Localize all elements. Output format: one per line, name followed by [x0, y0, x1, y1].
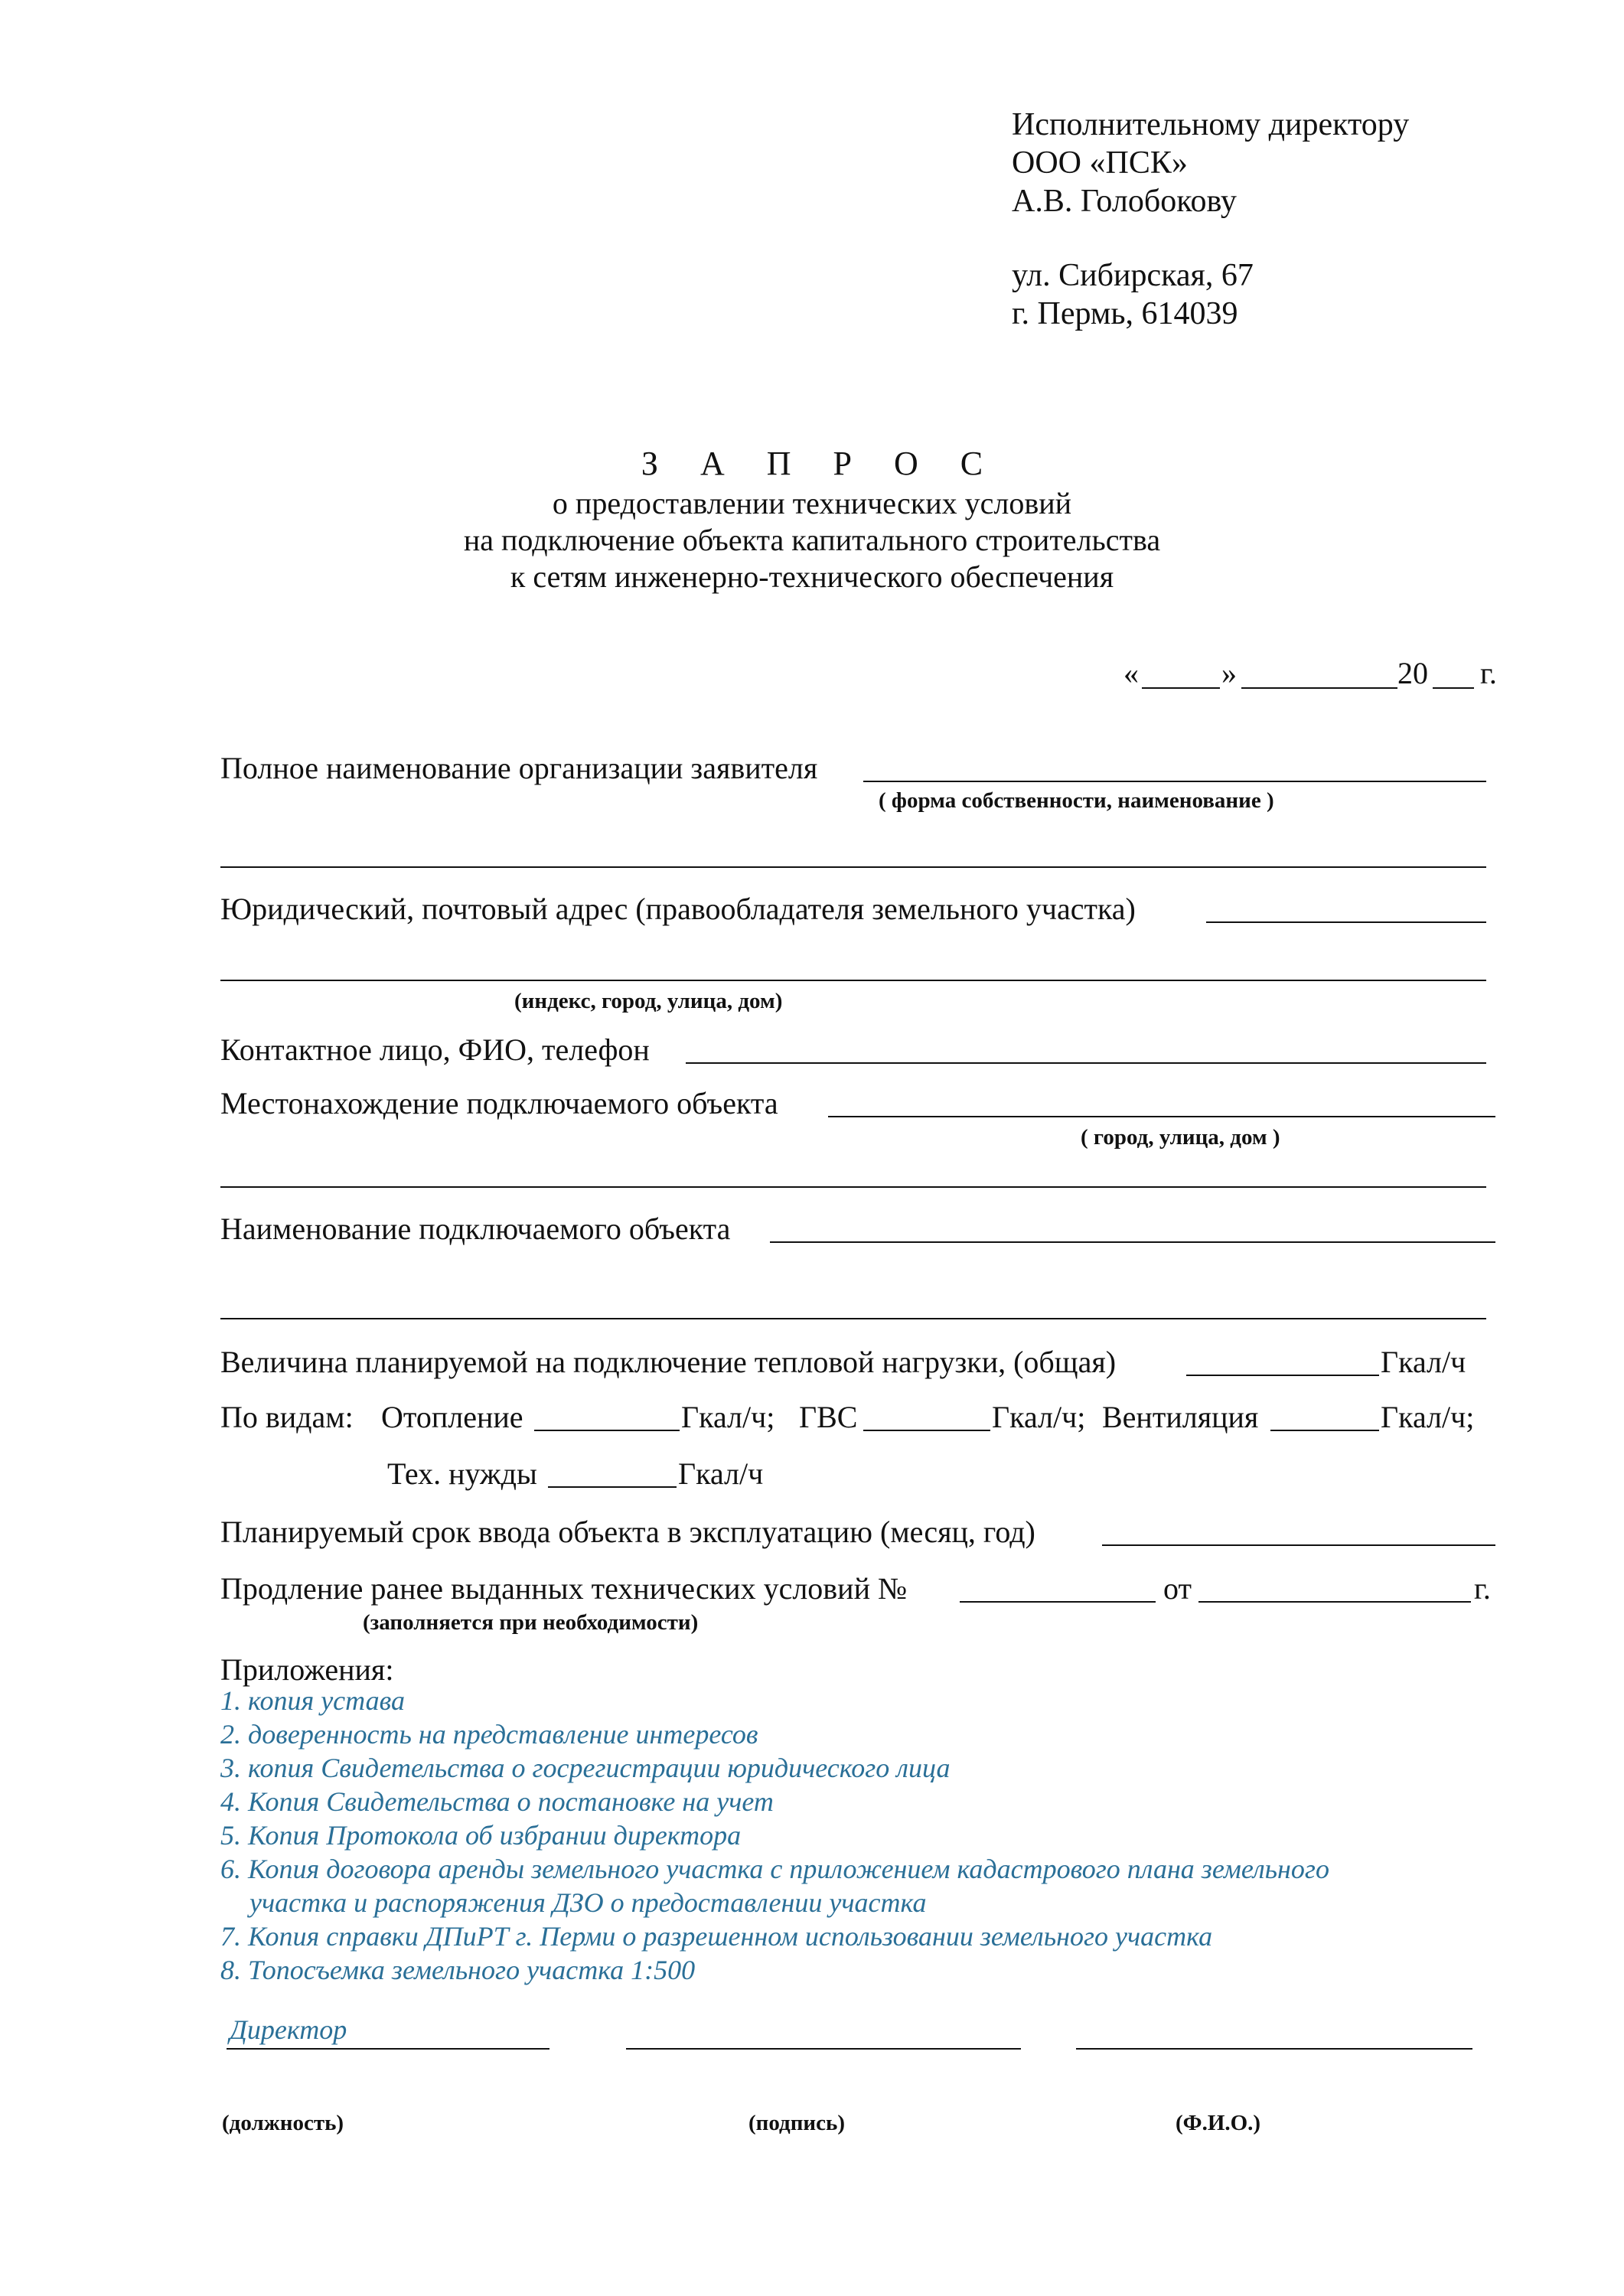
attachment-item: 8. Топосъемка земельного участка 1:500: [220, 1955, 696, 1985]
ventilation-field[interactable]: [1270, 1430, 1379, 1431]
load-total-unit: Гкал/ч: [1381, 1345, 1466, 1379]
by-type-label: По видам:: [220, 1400, 354, 1434]
extension-from-label: от: [1163, 1571, 1192, 1606]
signature-field[interactable]: [626, 2048, 1021, 2050]
date-close-quote: »: [1221, 656, 1237, 690]
commission-date-label: Планируемый срок ввода объекта в эксплуатацию (месяц, год): [220, 1515, 1035, 1549]
addressee-line-3: А.В. Голобокову: [1012, 184, 1237, 219]
contact-field[interactable]: [686, 1062, 1486, 1064]
extension-number-field[interactable]: [960, 1601, 1156, 1603]
position-label: (должность): [222, 2111, 344, 2135]
addressee-line-2: ООО «ПСК»: [1012, 145, 1188, 181]
address-field-line-2[interactable]: [220, 980, 1486, 981]
addressee-line-1: Исполнительному директору: [1012, 107, 1410, 142]
attachments-title: Приложения:: [220, 1652, 394, 1687]
date-year-suffix: г.: [1480, 656, 1497, 690]
location-field[interactable]: [828, 1116, 1495, 1117]
ventilation-label: Вентиляция: [1102, 1400, 1259, 1434]
tech-needs-unit: Гкал/ч: [678, 1456, 764, 1491]
address-label: Юридический, почтовый адрес (правообладателя земельного участка): [220, 892, 1136, 926]
load-total-label: Величина планируемой на подключение тепловой нагрузки, (общая): [220, 1345, 1117, 1379]
tech-needs-label: Тех. нужды: [387, 1456, 537, 1491]
full-name-label: (Ф.И.О.): [1176, 2111, 1261, 2135]
gvs-label: ГВС: [799, 1400, 858, 1434]
org-name-field[interactable]: [863, 781, 1486, 782]
load-total-field[interactable]: [1186, 1375, 1379, 1376]
position-field[interactable]: [227, 2048, 549, 2050]
document-title: З А П Р О С: [641, 445, 1000, 482]
contact-label: Контактное лицо, ФИО, телефон: [220, 1032, 650, 1067]
extension-hint: (заполняется при необходимости): [363, 1610, 699, 1635]
date-year-prefix: 20: [1397, 656, 1428, 690]
heating-unit: Гкал/ч;: [681, 1400, 775, 1434]
attachment-item: 6. Копия договора аренды земельного участка с приложением кадастрового плана земельного: [220, 1854, 1329, 1884]
heating-label: Отопление: [381, 1400, 523, 1434]
heading-subtitle-2: на подключение объекта капитального строительства: [463, 523, 1161, 557]
gvs-unit: Гкал/ч;: [992, 1400, 1086, 1434]
extension-label: Продление ранее выданных технических условий №: [220, 1571, 908, 1606]
signature-label: (подпись): [748, 2111, 845, 2135]
object-name-field[interactable]: [770, 1241, 1495, 1243]
full-name-field[interactable]: [1076, 2048, 1472, 2050]
extension-date-field[interactable]: [1198, 1601, 1471, 1603]
position-value: Директор: [230, 2014, 347, 2045]
attachment-item: 5. Копия Протокола об избрании директора: [220, 1820, 742, 1851]
commission-date-field[interactable]: [1102, 1544, 1495, 1546]
date-day-field[interactable]: [1142, 687, 1220, 689]
attachment-item: 7. Копия справки ДПиРТ г. Перми о разрешенном использовании земельного участка: [220, 1921, 1213, 1952]
extension-year-label: г.: [1474, 1571, 1491, 1606]
object-name-label: Наименование подключаемого объекта: [220, 1212, 731, 1246]
attachment-item-continuation: участка и распоряжения ДЗО о предоставлении участка: [249, 1887, 927, 1918]
location-label: Местонахождение подключаемого объекта: [220, 1086, 778, 1120]
org-name-field-line-2[interactable]: [220, 866, 1486, 868]
addressee-city: г. Пермь, 614039: [1012, 296, 1238, 331]
date-open-quote: «: [1123, 656, 1139, 690]
attachment-item: 3. копия Свидетельства о госрегистрации юридического лица: [220, 1753, 951, 1783]
heating-field[interactable]: [534, 1430, 680, 1431]
ventilation-unit: Гкал/ч;: [1381, 1400, 1475, 1434]
date-month-field[interactable]: [1241, 687, 1397, 689]
location-field-line-2[interactable]: [220, 1186, 1486, 1188]
location-hint: ( город, улица, дом ): [1081, 1125, 1280, 1150]
heading-subtitle-3: к сетям инженерно-технического обеспечения: [510, 559, 1114, 594]
org-name-hint: ( форма собственности, наименование ): [879, 788, 1274, 813]
attachment-item: 2. доверенность на представление интересов: [220, 1719, 758, 1750]
heading-subtitle-1: о предоставлении технических условий: [552, 486, 1072, 520]
gvs-field[interactable]: [863, 1430, 990, 1431]
object-name-field-line-2[interactable]: [220, 1318, 1486, 1319]
attachment-item: 4. Копия Свидетельства о постановке на учет: [220, 1786, 774, 1817]
address-hint: (индекс, город, улица, дом): [514, 989, 783, 1013]
attachment-item: 1. копия устава: [220, 1685, 405, 1716]
address-field[interactable]: [1206, 921, 1486, 923]
date-year-field[interactable]: [1433, 687, 1474, 689]
addressee-street: ул. Сибирская, 67: [1012, 258, 1254, 293]
org-name-label: Полное наименование организации заявителя: [220, 751, 818, 785]
tech-needs-field[interactable]: [548, 1486, 677, 1488]
